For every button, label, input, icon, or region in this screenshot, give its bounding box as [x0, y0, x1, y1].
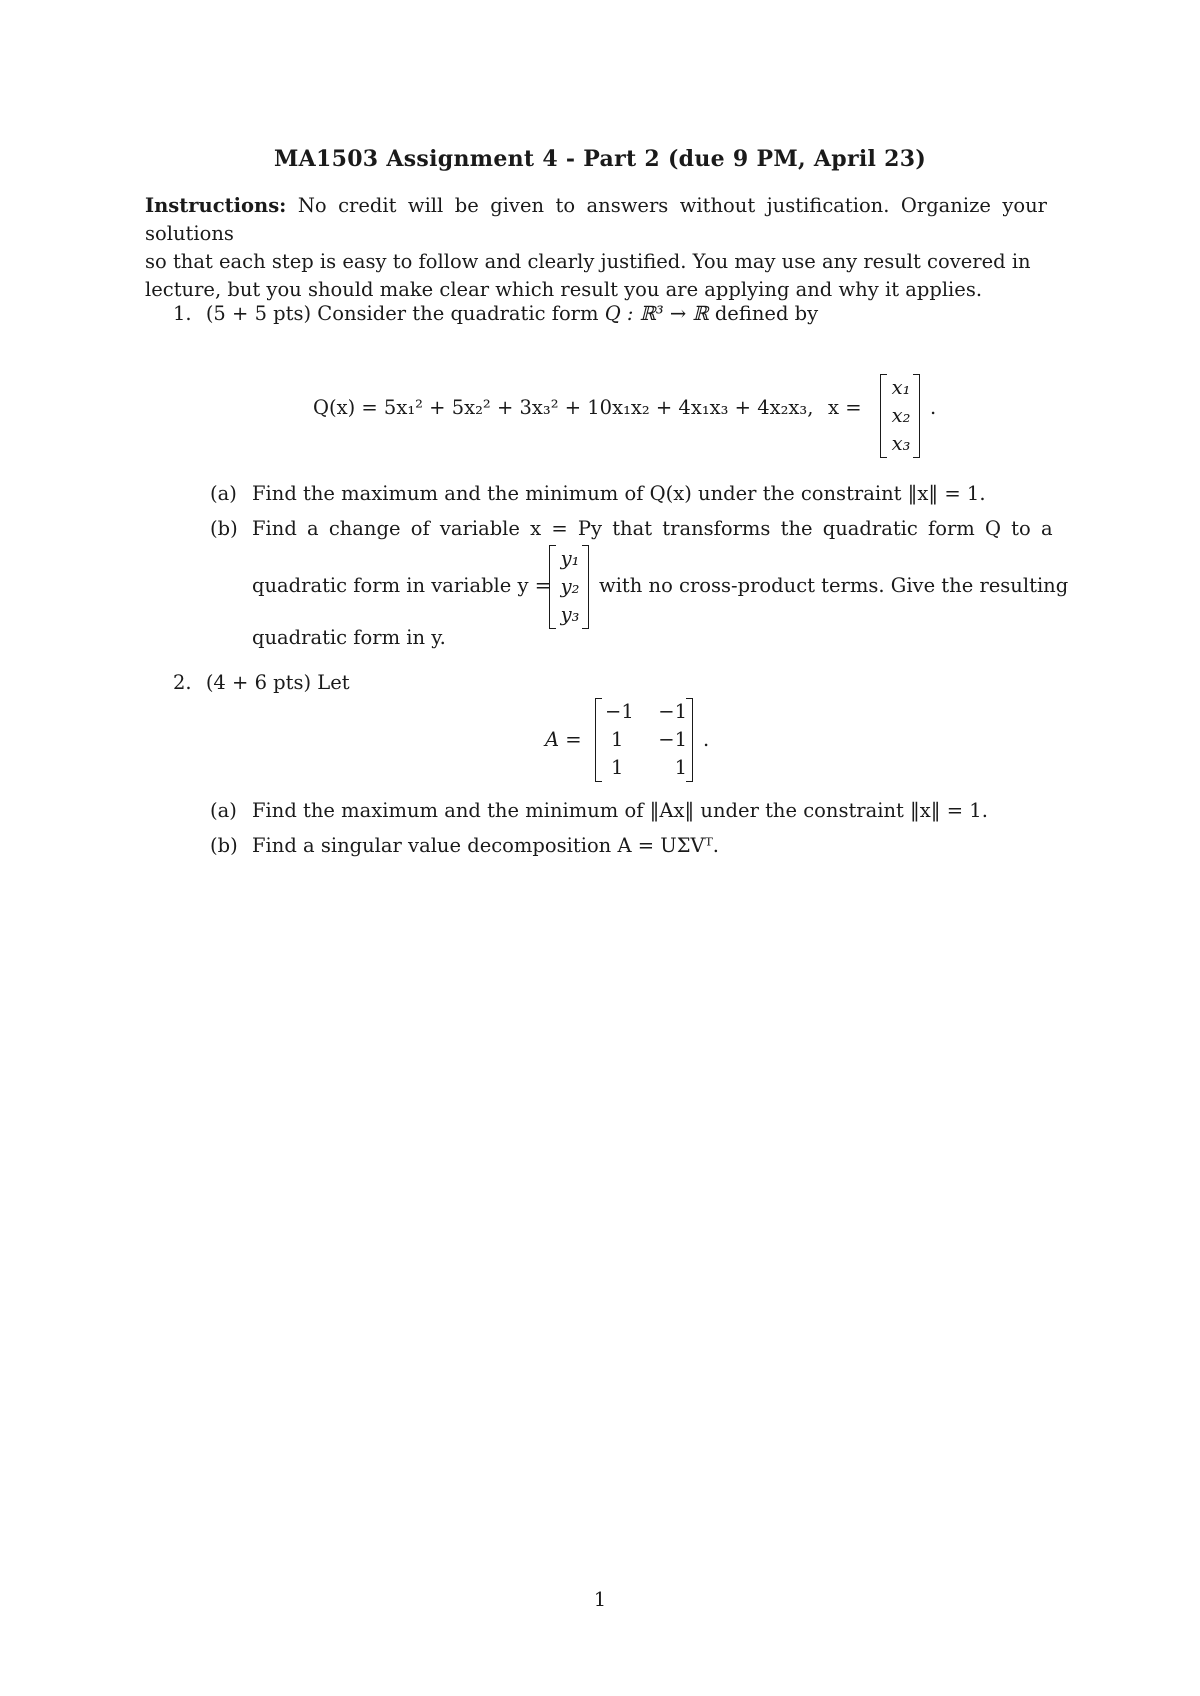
problem-2-number: 2.	[173, 671, 192, 694]
part-b-text-1: Find a change of variable x = Py that transforms the quadratic form Q to a	[252, 517, 1053, 540]
problem-1-after-map: defined by	[714, 302, 819, 325]
instructions-line-1	[145, 192, 1047, 248]
part-a-text: Find the maximum and the minimum of Q(x) under the constraint ‖x‖ = 1.	[252, 482, 986, 505]
matrix-a-r2c1: 1	[611, 728, 624, 751]
right-bracket	[913, 374, 920, 458]
part-a-label: (a)	[210, 799, 237, 822]
y-vector-entry-1: y₁	[560, 547, 580, 570]
problem-1-points: (5 + 5 pts) Consider the quadratic form	[205, 302, 599, 325]
left-bracket	[595, 698, 602, 782]
right-bracket	[686, 698, 693, 782]
left-bracket	[880, 374, 887, 458]
problem-1-part-b-line-2	[252, 545, 1069, 629]
part-b-label: (b)	[210, 517, 238, 540]
page-number: 1	[593, 1588, 607, 1611]
instructions-text-1: No credit will be given to answers without justification. Organize your solutions	[145, 194, 1047, 245]
quadratic-form-equation: Q(x) = 5x₁² + 5x₂² + 3x₃² + 10x₁x₂ + 4x₁x₃ + 4x₂x₃,	[313, 396, 814, 419]
problem-2-header	[173, 669, 1053, 697]
problem-1-part-b-line-3	[252, 624, 1052, 652]
part-b-label: (b)	[210, 834, 238, 857]
a-equals: A =	[545, 728, 582, 751]
problem-2-part-a	[210, 797, 1060, 825]
x-vector-entry-1: x₁	[891, 376, 911, 399]
matrix-a-r3c1: 1	[611, 756, 624, 779]
instructions-line-3: lecture, but you should make clear which result you are applying and why it applies.	[145, 278, 983, 301]
matrix-a-r2c2: −1	[658, 728, 687, 751]
part-b-text-2-pre: quadratic form in variable y =	[252, 574, 552, 597]
matrix-a-body	[595, 698, 693, 782]
matrix-a-r1c2: −1	[658, 700, 687, 723]
problem-1-part-b-line-1	[210, 515, 1060, 543]
left-bracket	[549, 545, 556, 629]
problem-1-header	[173, 300, 1053, 328]
matrix-a-r1c1: −1	[605, 700, 634, 723]
problem-1-part-a	[210, 480, 1060, 508]
y-vector	[549, 545, 589, 629]
instructions-line-2: so that each step is easy to follow and clearly justified. You may use any result covered in	[145, 250, 1031, 273]
x-vector-entry-2: x₂	[891, 404, 911, 427]
problem-1-map: Q : ℝ³ → ℝ	[604, 302, 709, 325]
part-b-text-3: quadratic form in y.	[252, 626, 446, 649]
part-b-text-2-post: with no cross-product terms. Give the resulting	[599, 574, 1069, 597]
right-bracket	[582, 545, 589, 629]
problem-1-number: 1.	[173, 302, 192, 325]
x-equals: x =	[828, 396, 862, 419]
instructions-paragraph	[145, 192, 1047, 304]
part-b-text: Find a singular value decomposition A = UΣVᵀ.	[252, 834, 719, 857]
problem-2-points: (4 + 6 pts) Let	[205, 671, 350, 694]
y-vector-entry-3: y₃	[560, 603, 580, 626]
page-title: MA1503 Assignment 4 - Part 2 (due 9 PM, April 23)	[273, 146, 927, 172]
instructions-label: Instructions:	[145, 194, 287, 217]
part-a-label: (a)	[210, 482, 237, 505]
matrix-a: A = −1 1 1 −1 −1 1 .	[545, 698, 725, 782]
problem-1-equation: Q(x) = 5x₁² + 5x₂² + 3x₃² + 10x₁x₂ + 4x₁x₃ + 4x₂x₃, x = x₁ x₂ x₃ .	[313, 360, 1013, 460]
x-vector-entry-3: x₃	[891, 432, 911, 455]
x-vector	[880, 374, 920, 458]
y-vector-entry-2: y₂	[560, 575, 580, 598]
problem-2-part-b	[210, 832, 1060, 860]
matrix-a-r3c2: 1	[674, 756, 687, 779]
part-a-text: Find the maximum and the minimum of ‖Ax‖ under the constraint ‖x‖ = 1.	[252, 799, 988, 822]
